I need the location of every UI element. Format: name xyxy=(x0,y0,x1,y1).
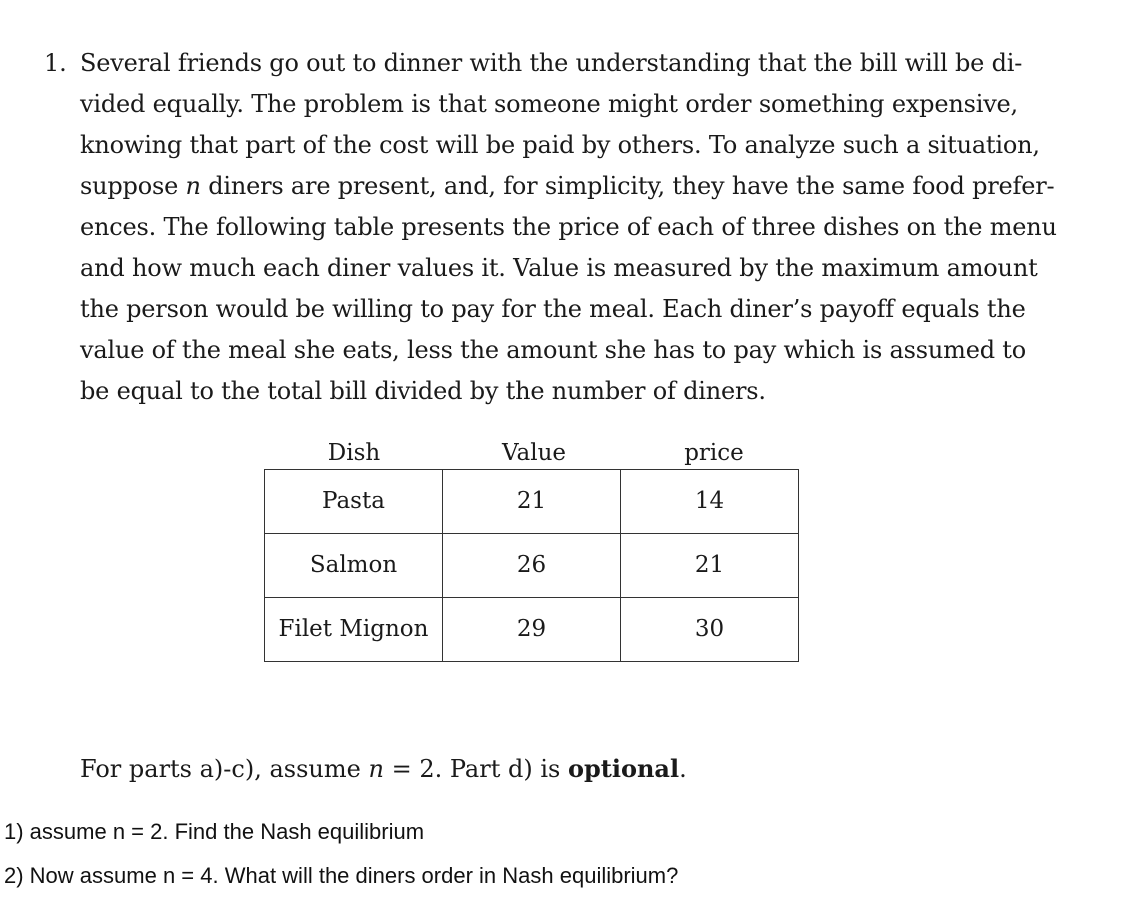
price-cell: 30 xyxy=(621,598,799,662)
table-row xyxy=(265,470,799,534)
problem-line-2: vided equally. The problem is that someone might order something expensive, xyxy=(80,90,1018,118)
price-cell: 14 xyxy=(621,470,799,534)
header-price: price xyxy=(684,440,744,466)
table-row xyxy=(265,598,799,662)
problem-line-7: the person would be willing to pay for the meal. Each diner’s payoff equals the xyxy=(80,295,1026,323)
problem-line-4-end: diners are present, and, for simplicity, they have the same food prefer- xyxy=(208,172,1055,200)
problem-line-5: ences. The following table presents the price of each of three dishes on the menu xyxy=(80,213,1057,241)
parts-note xyxy=(80,754,687,784)
header-value: Value xyxy=(502,440,566,466)
header-dish: Dish xyxy=(327,440,381,466)
problem-line-4-start: suppose xyxy=(80,172,179,200)
value-cell: 29 xyxy=(443,598,621,662)
problem-line-3: knowing that part of the cost will be paid by others. To analyze such a situation, xyxy=(80,131,1040,159)
value-cell: 21 xyxy=(443,470,621,534)
question-1: 1) assume n = 2. Find the Nash equilibrium xyxy=(4,819,425,844)
variable-n: n xyxy=(185,172,201,200)
dish-cell: Pasta xyxy=(265,470,443,534)
dish-cell: Filet Mignon xyxy=(265,598,443,662)
table-row xyxy=(265,534,799,598)
problem-line-8: value of the meal she eats, less the amount she has to pay which is assumed to xyxy=(80,336,1026,364)
note-middle: = 2. Part d) is xyxy=(391,755,561,783)
problem-number: 1. xyxy=(44,49,67,77)
menu-table xyxy=(264,469,799,662)
problem-line-6: and how much each diner values it. Value is measured by the maximum amount xyxy=(80,254,1038,282)
note-suffix: . xyxy=(679,755,687,783)
value-cell: 26 xyxy=(443,534,621,598)
note-variable-n: n xyxy=(368,755,384,783)
price-cell: 21 xyxy=(621,534,799,598)
dish-cell: Salmon xyxy=(265,534,443,598)
question-2: 2) Now assume n = 4. What will the diners order in Nash equilibrium? xyxy=(4,863,679,888)
problem-line-4 xyxy=(80,171,1055,201)
note-optional: optional xyxy=(567,754,680,783)
note-prefix: For parts a)-c), assume xyxy=(80,755,361,783)
problem-line-9: be equal to the total bill divided by the number of diners. xyxy=(80,377,766,405)
problem-line-1: Several friends go out to dinner with the understanding that the bill will be di- xyxy=(80,49,1023,77)
